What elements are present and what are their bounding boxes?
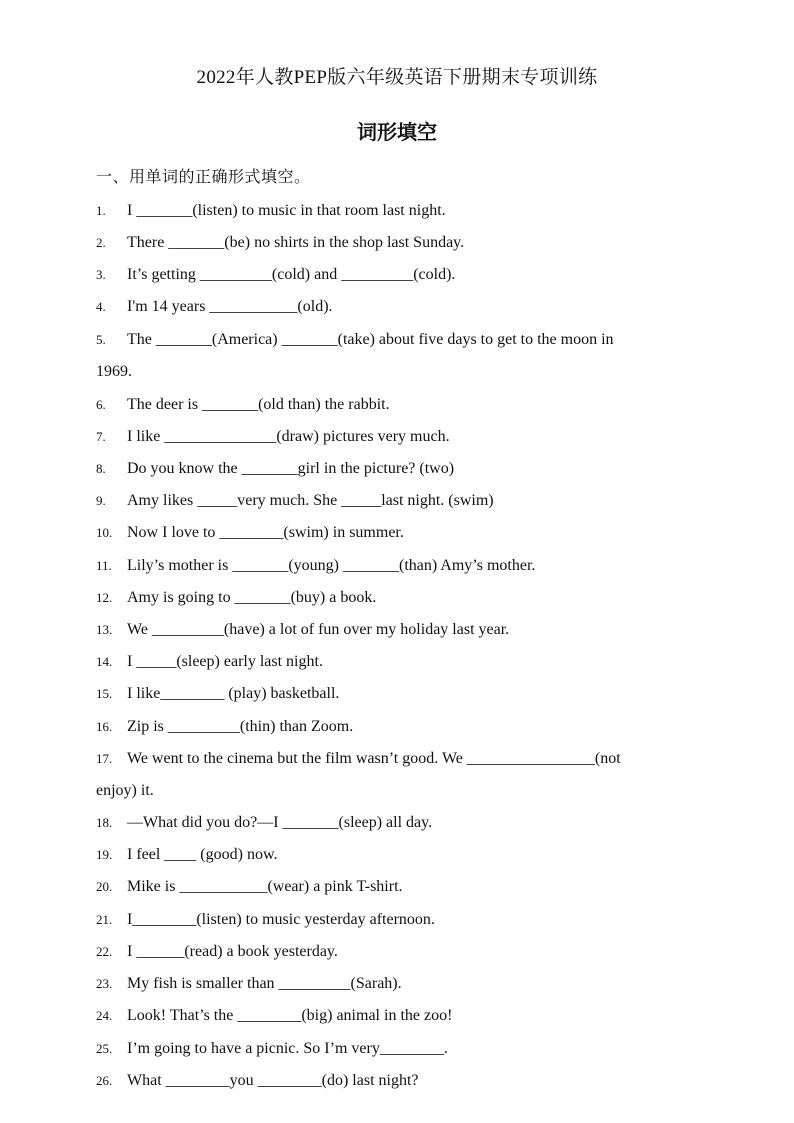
question-text: I ______(read) a book yesterday. — [127, 943, 338, 960]
question-text: Lily’s mother is _______(young) _______(than) Amy’s mother. — [127, 557, 536, 574]
question-text: Zip is _________(thin) than Zoom. — [127, 718, 354, 735]
question-text: I like ______________(draw) pictures very much. — [127, 428, 450, 445]
question-text: The _______(America) _______(take) about five days to get to the moon in — [127, 331, 614, 348]
question-number: 11. — [96, 558, 112, 573]
question-text: I _______(listen) to music in that room last night. — [127, 202, 446, 219]
question-number: 16. — [96, 719, 113, 734]
question-number: 17. — [96, 751, 113, 766]
question-number: 24. — [96, 1008, 113, 1023]
question-item — [96, 492, 716, 510]
question-text: I _____(sleep) early last night. — [127, 653, 323, 670]
question-number: 22. — [96, 944, 113, 959]
question-text-continuation: 1969. — [96, 363, 132, 380]
question-item — [96, 814, 716, 832]
question-text: I________(listen) to music yesterday afternoon. — [127, 911, 435, 928]
question-number: 14. — [96, 654, 113, 669]
question-item — [96, 975, 716, 993]
page-title: 2022年人教PEP版六年级英语下册期末专项训练 — [196, 67, 598, 88]
question-number: 10. — [96, 525, 113, 540]
question-number: 23. — [96, 976, 113, 991]
question-item — [96, 685, 716, 703]
question-text-continuation: enjoy) it. — [96, 782, 154, 799]
question-text: I like________ (play) basketball. — [127, 685, 340, 702]
question-text: Look! That’s the ________(big) animal in the zoo! — [127, 1007, 453, 1024]
question-text: It’s getting _________(cold) and _________(cold). — [127, 266, 456, 283]
question-number: 25. — [96, 1041, 113, 1056]
question-text: Do you know the _______girl in the picture? (two) — [127, 460, 455, 477]
question-number: 5. — [96, 332, 106, 347]
question-text: —What did you do?—I _______(sleep) all day. — [127, 814, 433, 831]
question-number: 6. — [96, 397, 106, 412]
question-text: There _______(be) no shirts in the shop last Sunday. — [127, 234, 465, 251]
question-text: Amy likes _____very much. She _____last night. (swim) — [127, 492, 494, 509]
question-number: 9. — [96, 493, 106, 508]
question-number: 19. — [96, 847, 113, 862]
question-item — [96, 1072, 716, 1090]
question-item — [96, 589, 716, 607]
question-item — [96, 750, 716, 768]
question-number: 26. — [96, 1073, 113, 1088]
question-number: 8. — [96, 461, 106, 476]
question-text: We _________(have) a lot of fun over my holiday last year. — [127, 621, 510, 638]
question-text: I'm 14 years ___________(old). — [127, 298, 333, 315]
question-item — [96, 460, 716, 478]
question-item — [96, 202, 716, 220]
question-item — [96, 524, 716, 542]
section-heading: 一、用单词的正确形式填空。 — [96, 167, 311, 186]
question-number: 13. — [96, 622, 113, 637]
question-item — [96, 911, 716, 929]
question-text: The deer is _______(old than) the rabbit. — [127, 396, 390, 413]
question-text: We went to the cinema but the film wasn’t good. We ________________(not — [127, 750, 621, 767]
question-item — [96, 653, 716, 671]
page-subtitle: 词形填空 — [357, 120, 437, 144]
question-item — [96, 396, 716, 414]
question-text: Mike is ___________(wear) a pink T-shirt. — [127, 878, 403, 895]
question-item — [96, 846, 716, 864]
question-item — [96, 298, 716, 316]
question-item — [96, 557, 716, 575]
question-item — [96, 331, 716, 349]
question-number: 1. — [96, 203, 106, 218]
question-item — [96, 943, 716, 961]
question-number: 2. — [96, 235, 106, 250]
question-item — [96, 266, 716, 284]
question-item — [96, 718, 716, 736]
question-text: I feel ____ (good) now. — [127, 846, 278, 863]
question-number: 21. — [96, 912, 113, 927]
question-number: 4. — [96, 299, 106, 314]
question-text: Amy is going to _______(buy) a book. — [127, 589, 377, 606]
question-item — [96, 621, 716, 639]
question-text: My fish is smaller than _________(Sarah). — [127, 975, 402, 992]
question-item — [96, 1040, 716, 1058]
question-number: 12. — [96, 590, 113, 605]
question-number: 7. — [96, 429, 106, 444]
question-number: 3. — [96, 267, 106, 282]
question-item — [96, 234, 716, 252]
question-number: 20. — [96, 879, 113, 894]
question-item — [96, 1007, 716, 1025]
question-text: Now I love to ________(swim) in summer. — [127, 524, 404, 541]
question-text: What ________you ________(do) last night? — [127, 1072, 419, 1089]
question-item — [96, 428, 716, 446]
question-item — [96, 878, 716, 896]
question-number: 18. — [96, 815, 113, 830]
question-number: 15. — [96, 686, 113, 701]
question-text: I’m going to have a picnic. So I’m very________. — [127, 1040, 448, 1057]
